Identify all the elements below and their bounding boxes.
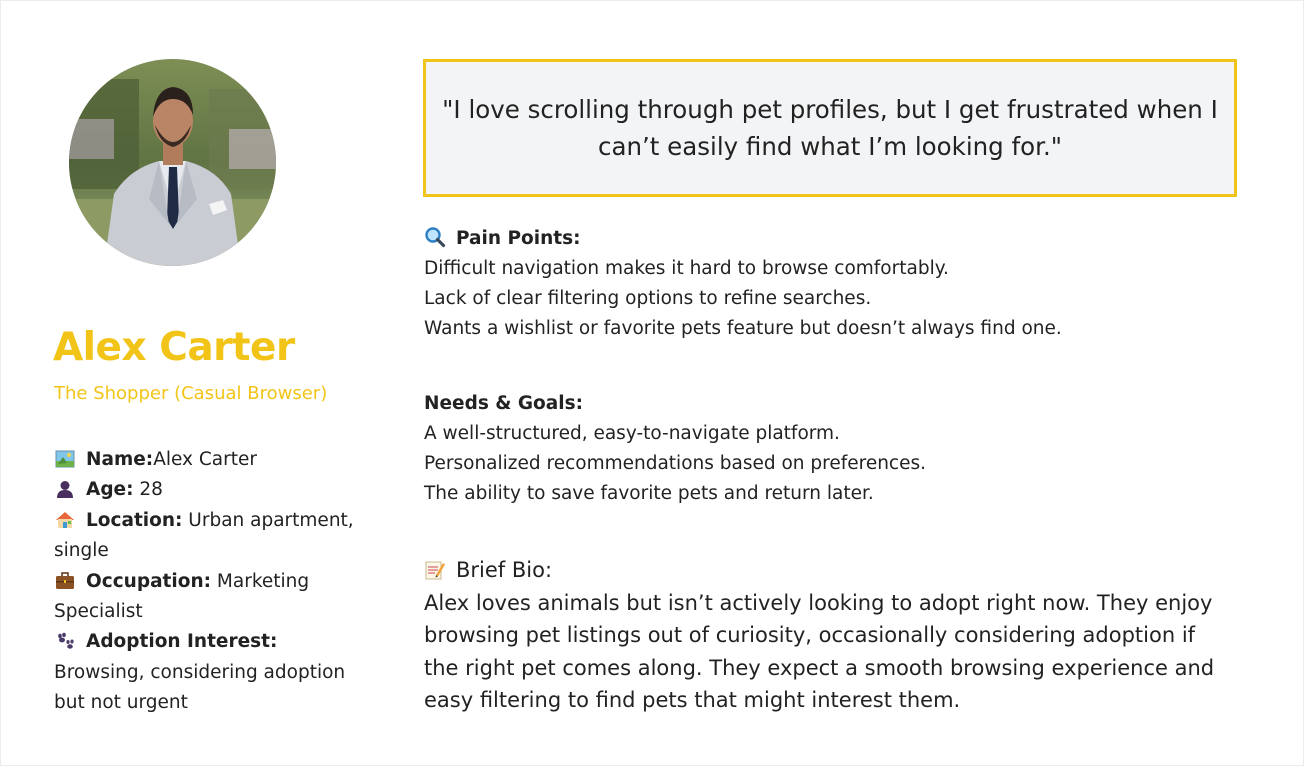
bio-line: browsing pet listings out of curiosity, occasionally considering adoption if xyxy=(424,623,1196,647)
bio-line: Alex loves animals but isn’t actively looking to adopt right now. They enjoy xyxy=(424,590,1213,615)
picture-icon xyxy=(54,448,76,468)
bio-line: the right pet comes along. They expect a smooth browsing experience and xyxy=(424,655,1215,680)
briefcase-icon xyxy=(54,570,76,590)
fact-name-label: Name: xyxy=(86,449,154,470)
portrait-photo xyxy=(69,59,276,266)
house-icon xyxy=(54,509,76,529)
person-silhouette-icon xyxy=(54,478,76,498)
fact-name-value: Alex Carter xyxy=(153,449,257,470)
quote-box xyxy=(423,59,1237,197)
fact-occupation xyxy=(54,567,354,628)
paw-prints-icon xyxy=(54,630,76,650)
pain-point-item: Wants a wishlist or favorite pets feature but doesn’t always find one. xyxy=(424,318,1062,339)
pain-point-item: Lack of clear filtering options to refine searches. xyxy=(424,288,872,309)
pain-point-item: Difficult navigation makes it hard to browse comfortably. xyxy=(424,258,949,279)
bio-section xyxy=(424,554,1254,717)
fact-age xyxy=(54,475,354,505)
persona-subtitle: The Shopper (Casual Browser) xyxy=(54,383,328,404)
pain-points-heading-row xyxy=(424,224,1254,254)
needs-goals-section xyxy=(424,389,1254,509)
bio-heading-row xyxy=(424,554,1254,587)
fact-age-label: Age: xyxy=(86,479,134,501)
fact-adoption-value: Browsing, considering adoption but not urgent xyxy=(54,661,346,714)
fact-location xyxy=(54,506,354,567)
needs-goal-item: Personalized recommendations based on preferences. xyxy=(424,453,927,474)
fact-age-value: 28 xyxy=(133,479,163,501)
bio-heading: Brief Bio: xyxy=(456,558,553,582)
needs-goal-item: A well-structured, easy-to-navigate platform. xyxy=(424,423,840,444)
needs-goal-item: The ability to save favorite pets and return later. xyxy=(424,483,874,504)
persona-quote: "I love scrolling through pet profiles, but I get frustrated when I can’t easily find what I’m looking for." xyxy=(442,95,1218,161)
magnifier-icon xyxy=(424,226,448,248)
persona-name: Alex Carter xyxy=(53,325,295,370)
fact-location-label: Location: xyxy=(86,509,183,531)
needs-goals-heading: Needs & Goals: xyxy=(424,393,583,414)
pain-points-section xyxy=(424,224,1254,344)
fact-adoption-label: Adoption Interest: xyxy=(86,631,278,653)
avatar xyxy=(69,59,276,266)
fact-location-value: Urban apartment, single xyxy=(54,509,354,562)
bio-line: easy filtering to find pets that might interest them. xyxy=(424,688,961,712)
fact-occupation-label: Occupation: xyxy=(86,570,212,592)
fact-adoption xyxy=(54,627,354,718)
memo-icon xyxy=(424,558,448,580)
fact-occupation-value: Marketing Specialist xyxy=(54,570,310,623)
pain-points-heading: Pain Points: xyxy=(456,228,581,249)
fact-name xyxy=(54,445,354,475)
persona-facts xyxy=(54,445,354,719)
